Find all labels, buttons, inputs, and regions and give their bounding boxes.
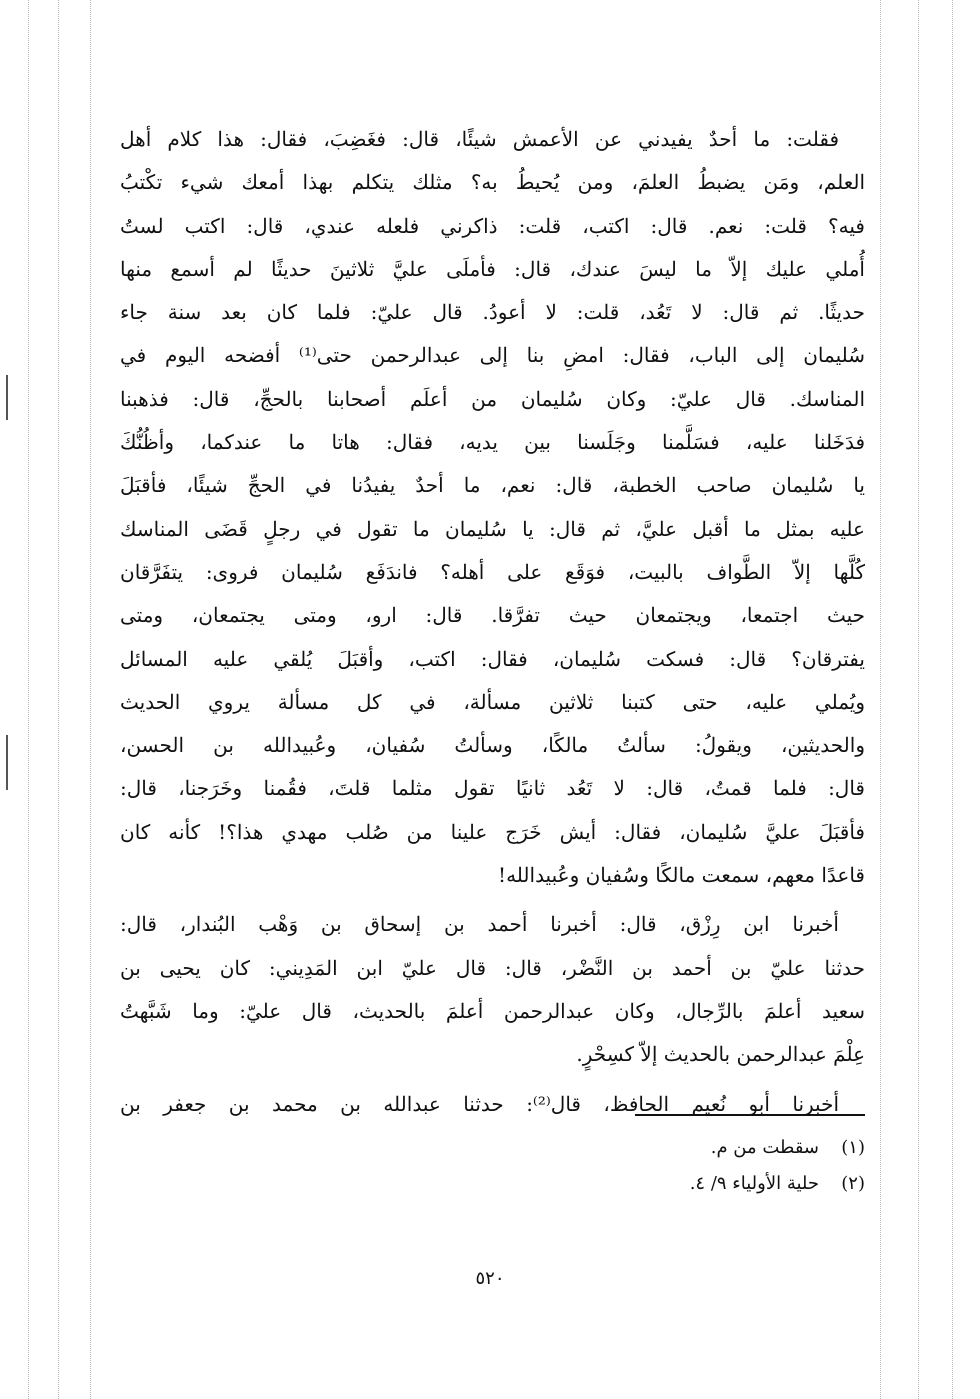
text-line: أخبرنا أبو نُعيم الحافظ، قال⁽²⁾: حدثنا عبدالله بن محمد بن جعفر بن: [120, 1091, 839, 1116]
footnote-item: [465, 1130, 865, 1166]
text-line: فيه؟ قلت: نعم. قال: اكتب، قلت: ذاكرني فلعله عندي، قال: اكتب لستُ: [120, 213, 865, 238]
text-line: سعيد أعلمَ بالرِّجال، وكان عبدالرحمن أعلمَ بالحديث، قال عليّ: وما شَبَّهتُ: [120, 998, 865, 1023]
scan-dotted-line: [952, 0, 953, 1399]
text-line: أُملي عليك إلاّ ما ليسَ عندك، قال: فأملَى عليَّ ثلاثينَ حديثًا لم أسمع منها: [120, 256, 865, 281]
text-line: فقلت: ما أحدٌ يفيدني عن الأعمش شيئًا، قال: فغَضِبَ، فقال: هذا كلام أهل: [120, 127, 839, 151]
text-line: المناسك. قال عليّ: وكان سُليمان من أعلَم أصحابنا بالحجِّ، قال: فذهبنا: [120, 386, 865, 411]
text-line: حدثنا عليّ بن أحمد بن النَّضْر، قال: قال عليّ ابن المَدِيني: كان يحيى بن: [120, 955, 865, 980]
paragraph: [120, 1083, 865, 1126]
scan-dotted-line: [918, 0, 919, 1399]
text-line: فدَخَلنا عليه، فسَلَّمنا وجَلَسنا بين يديه، فقال: هاتا ما عندكما، وأظُنُّكَ: [120, 430, 865, 455]
text-line: حيث اجتمعا، ويجتمعان حيث تفرَّقا. قال: ارو، ومتى يجتمعان، ومتى: [120, 603, 865, 628]
scan-dotted-line: [58, 0, 59, 1399]
text-line: عليه بمثل ما أقبل عليَّ، ثم قال: يا سُليمان ما تقول في رجلٍ قَضَى المناسك: [120, 516, 865, 541]
footnote-number: (٢): [841, 1173, 865, 1194]
text-line: كُلَّها إلاّ الطَّواف بالبيت، فوَقَع على أهله؟ فاندَفَع سُليمان فروى: يتفَرَّقان: [120, 559, 865, 584]
text-line: قاعدًا معهم، سمعت مالكًا وسُفيان وعُبيدالله!: [498, 863, 865, 888]
page-body: [120, 118, 865, 1194]
text-line: يا سُليمان صاحب الخطبة، قال: نعم، ما أحدٌ يفيدُنا في الحجِّ شيئًا، فأقبَلَ: [120, 473, 865, 498]
paragraph: [120, 903, 865, 1076]
text-line: فأقبَلَ عليَّ سُليمان، فقال: أيش خَرَج علينا من صُلب مهدي هذا؟! كأنه كان: [120, 819, 865, 844]
text-line: حديثًا. ثم قال: لا تَعُد، قلت: لا أعودُ. قال عليّ: فلما كان بعد سنة جاء: [120, 300, 865, 325]
footnote-item: [465, 1166, 865, 1202]
scan-dotted-line: [880, 0, 881, 1399]
text-line: أخبرنا ابن رِزْق، قال: أخبرنا أحمد بن إسحاق بن وَهْب البُندار، قال:: [120, 912, 839, 937]
scan-dotted-line: [90, 0, 91, 1399]
text-line: يفترقان؟ قال: فسكت سُليمان، فقال: اكتب، وأقبَلَ يُلقي عليه المسائل: [120, 646, 865, 671]
text-line: سُليمان إلى الباب، فقال: امضِ بنا إلى عبدالرحمن حتى⁽¹⁾ أفضحه اليوم في: [120, 343, 865, 368]
text-line: العلم، ومَن يضبطُ العلمَ، ومن يُحيطُ به؟ مثلك يتكلم بهذا أمعك شيء تكْتبُ: [120, 170, 865, 195]
footnote-number: (١): [841, 1137, 865, 1158]
footnote-divider: [635, 1114, 865, 1116]
text-line: عِلْمَ عبدالرحمن بالحديث إلاّ كسِحْرٍ.: [576, 1042, 865, 1067]
scan-margin-mark: [6, 735, 8, 790]
text-line: قال: فلما قمتُ، قال: لا تَعُد ثانيًا تقول مثلما قلتَ، فقُمنا وخَرَجنا، قال:: [120, 776, 865, 801]
paragraph: [120, 118, 865, 897]
scan-dotted-line: [28, 0, 29, 1399]
text-line: ويُملي عليه، حتى كتبنا ثلاثين مسألة، في كل مسألة يروي الحديث: [120, 689, 865, 714]
page-number: ٥٢٠: [475, 1268, 505, 1289]
footnote-text: سقطت من م.: [710, 1137, 819, 1158]
scan-margin-mark: [6, 375, 8, 420]
footnotes: [465, 1130, 865, 1202]
footnote-text: حلية الأولياء ٩/ ٤.: [689, 1173, 819, 1194]
text-line: والحديثين، ويقولُ: سألتُ مالكًا، وسألتُ سُفيان، وعُبيدالله بن الحسن،: [120, 733, 865, 758]
